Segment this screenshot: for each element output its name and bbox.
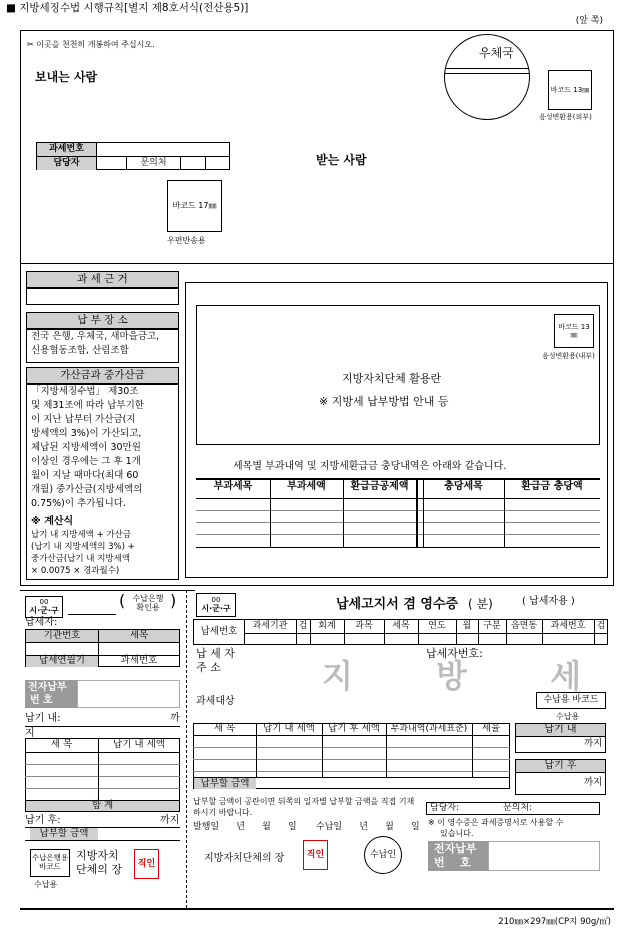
col-tax-basis: 부과내역(과세표준) [390, 724, 468, 734]
stub-tax-no: 과세번호 [120, 655, 158, 667]
receipt-object: 과세대상 [196, 696, 235, 707]
perforation [186, 590, 187, 908]
notice-payment: ※ 지방세 납부방법 안내 등 [319, 395, 449, 408]
bank-use: 수납용 [556, 712, 580, 721]
issue-date: 발행일 년 월 일 [193, 822, 297, 832]
hdr-tax-no: 납세번호 [200, 625, 238, 637]
stub-inst-no: 기관번호 [26, 630, 98, 642]
bank-barcode: 수납용 바코드 [536, 692, 606, 709]
officer-label: 담당자 [37, 157, 96, 170]
col-due-in-amount: 납기 내 세액 [263, 723, 315, 734]
barcode-13mm-outer: 바코드 13㎜ [548, 70, 592, 110]
col-due-after-amount: 납기 후 세액 [328, 723, 380, 734]
received-date: 수납일 년 월 일 [316, 822, 420, 832]
stub-bank-use: 수납용 [34, 880, 58, 889]
divider [20, 263, 614, 264]
penalty-title: 가산금과 중가산금 [26, 367, 179, 384]
bank-confirm: 수납은행 확인용 [132, 594, 164, 613]
receipt-period: ( 분) [468, 597, 493, 611]
stub-org-box: 00 시·군·구 [25, 596, 63, 618]
tax-no-label: 과세번호 [37, 143, 96, 156]
barcode-13mm-inner-caption: 음성변환용(내부) [542, 352, 595, 360]
officer-box: 담당자: 문의처: [426, 802, 600, 815]
paper-size: 210㎜×297㎜(CP지 90g/㎡) [498, 917, 611, 927]
col-item: 세 목 [213, 723, 236, 734]
receipt-taxpayer: 납 세 자 [196, 647, 235, 660]
sender-label: 보내는 사람 [35, 70, 98, 84]
receipt-taxpayer-no: 납세자번호: [426, 647, 483, 660]
col-tax-rate: 세율 [481, 723, 501, 734]
due-after-box: 납기 후 까지 [515, 759, 606, 795]
postmark-circle [444, 34, 530, 120]
barcode-13mm-inner: 바코드 13㎜ [554, 314, 594, 348]
receipt-title: 납세고지서 겸 영수증 [336, 597, 459, 612]
tear-note: ✂ 이곳을 천천히 개봉하여 주십시오. [27, 40, 155, 49]
calc-title: ※ 계산식 [31, 516, 74, 527]
stub-pay-amount: 납부할 금액 [30, 828, 98, 840]
col-assess-item: 부과세목 [213, 481, 253, 492]
receipt-epay: 전자납부 번 호 [428, 841, 488, 871]
stub-tax-item: 세목 [99, 630, 179, 642]
detail-caption: 세목별 부과내역 및 지방세환급금 충당내역은 아래와 같습니다. [233, 461, 507, 472]
notice-local-gov: 지방자치단체 활용란 [342, 372, 442, 385]
form-title: ■ 지방세징수법 시행규칙[별지 제8호서식(전산용5)] [6, 2, 249, 14]
local-gov-box [196, 305, 600, 445]
page-side: (앞 쪽) [575, 16, 603, 26]
receipt-seal: 직인 [303, 840, 328, 870]
receipt-sub: ( 납세자용 ) [522, 596, 575, 607]
col-refund-applied: 환급금 충당액 [521, 481, 583, 492]
stub-item-col: 세 목 [50, 739, 73, 750]
recipient-label: 받는 사람 [316, 153, 367, 167]
stub-total: 합 계 [26, 801, 179, 811]
col-assess-amount: 부과세액 [287, 481, 326, 492]
due-in-box: 납기 내 까지 [515, 723, 606, 753]
big-local-tax: 지 방 세 [322, 657, 618, 695]
col-refund-deduct: 환급금공제액 [350, 481, 409, 492]
penalty-box: 「지방세징수법」 제30조 및 제31조에 따라 납부기한 이 지난 납부터 가산금(지 방세액의 3%)이 가산되고, 체납된 지방세액이 30만원 이상인 경우에는 그 후 1개 월이 지날 때마다(최대 60 개월) 중가산금(지방세액의 0.75%)이 추가됩니다. ※ 계산식 납기 내 지방세액 + 가산금 (납기 내 지방세액의 3%) + 중가산금(납기 내 지방세액 × 0.0075 × 경과월수) [26, 384, 179, 580]
contact-label: 문의처 [140, 158, 167, 169]
receipt-pay-amount: 납부할 금액 [194, 778, 256, 789]
col-applied-item: 충당세목 [444, 481, 483, 492]
receipt-address: 주 소 [196, 661, 221, 674]
stub-amount-col: 납기 내 세액 [113, 739, 165, 750]
stub-due-in: 납기 내: [25, 713, 61, 724]
stub-due-after: 납기 후: [25, 815, 61, 826]
post-office: 우체국 [479, 46, 514, 60]
basis-box [26, 288, 179, 305]
stub-bank-barcode: 수납은행용 바코드 [30, 849, 70, 877]
payplace-title: 납 부 장 소 [26, 312, 179, 329]
stub-tax-year: 납세연월기 [26, 656, 98, 667]
payplace-box: 전국 은행, 우체국, 새마을금고, 신용협동조합, 산림조합 [26, 329, 179, 363]
receiver-seal: 수납인 [364, 836, 402, 874]
barcode-13mm-outer-caption: 음성변환용(외부) [539, 113, 592, 121]
receipt-org-box: 00 시·군·구 [196, 593, 236, 617]
stub-taxpayer: 납세자: [25, 617, 58, 628]
barcode-17mm-caption: 우편반송용 [167, 236, 206, 245]
receipt-head: 지방자치단체의 장 [204, 853, 285, 864]
basis-title: 과 세 근 거 [26, 271, 179, 288]
stub-epay: 전자납부 번 호 [25, 680, 77, 708]
barcode-17mm: 바코드 17㎜ [167, 180, 222, 232]
stub-seal: 직인 [134, 849, 159, 879]
